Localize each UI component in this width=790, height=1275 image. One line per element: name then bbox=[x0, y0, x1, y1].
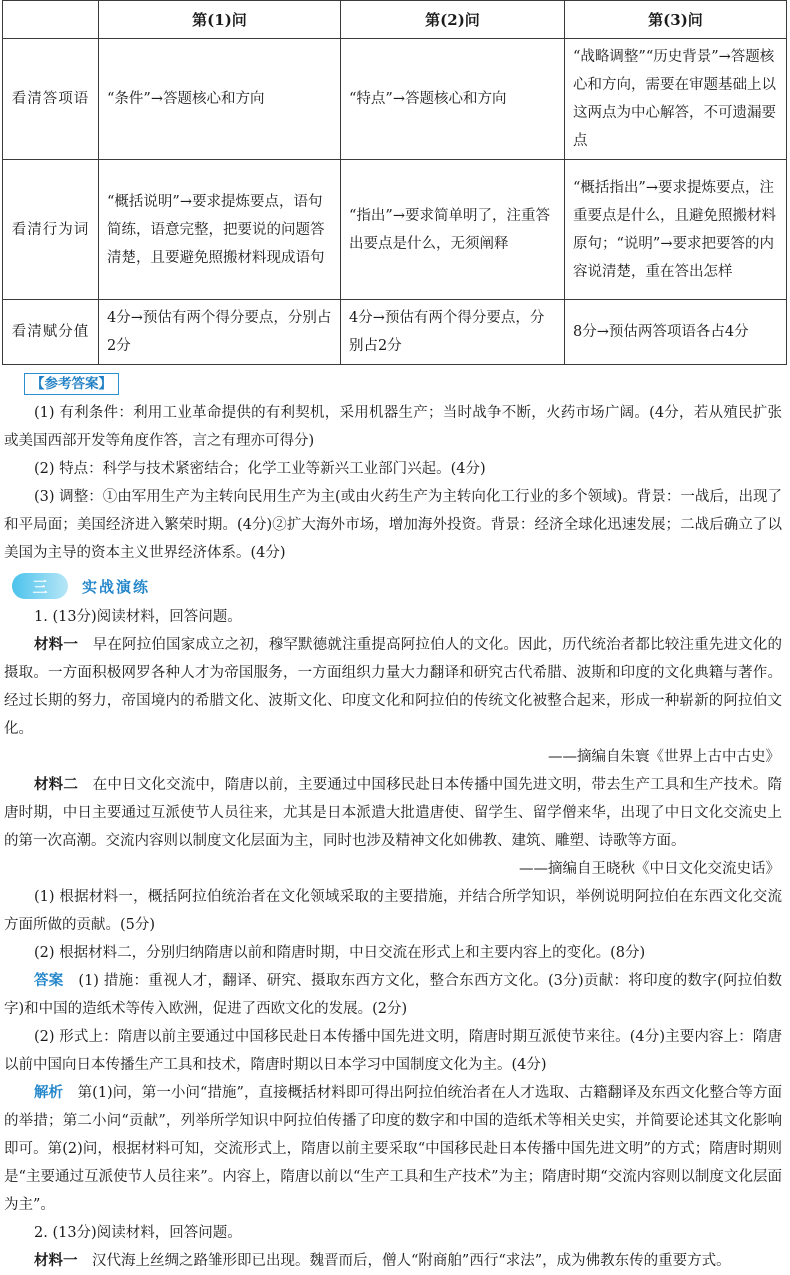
reference-answer-3: (3) 调整：①由军用生产为主转向民用生产为主(或由火药生产为主转向化工行业的多个领域)。背景：一战后，出现了和平局面；美国经济进入繁荣时期。(4分)②扩大海外市场，增加海外投资。背景：经济全球化迅速发展；二战后确立了以美国为主导的资本主义世界经济体系。(4分) bbox=[4, 489, 782, 561]
material-1-source: ——摘编自朱寰《世界上古中古史》 bbox=[548, 749, 780, 765]
row-label: 看清答项语 bbox=[3, 39, 99, 160]
material-label: 材料一 bbox=[34, 1253, 78, 1269]
row-label: 看清行为词 bbox=[3, 160, 99, 300]
table-header-q1: 第(1)问 bbox=[99, 1, 341, 39]
answer-text: (1) 措施：重视人才，翻译、研究、摄取东西方文化，整合东西方文化。(3分)贡献：将印度的数字(阿拉伯数字)和中国的造纸术等传入欧洲，促进了西欧文化的发展。(2分) bbox=[4, 973, 782, 1017]
reference-answer-2: (2) 特点：科学与技术紧密结合；化学工业等新兴工业部门兴起。(4分) bbox=[34, 461, 486, 477]
question-2-intro: 2. (13分)阅读材料，回答问题。 bbox=[34, 1225, 242, 1241]
table-cell: “概括说明”→要求提炼要点，语句简练，语意完整，把要说的问题答清楚，且要避免照搬材料现成语句 bbox=[99, 160, 341, 300]
section-title: 实战演练 bbox=[82, 577, 151, 596]
reference-answer-1: (1) 有利条件：利用工业革命提供的有利契机，采用机器生产；当时战争不断，火药市场广阔。(4分，若从殖民扩张或美国西部开发等角度作答，言之有理亦可得分) bbox=[4, 405, 782, 449]
question-1-part-2: (2) 根据材料二，分别归纳隋唐以前和隋唐时期，中日交流在形式上和主要内容上的变化。(8分) bbox=[34, 945, 646, 961]
table-header-corner bbox=[3, 1, 99, 39]
question-2-material-1 bbox=[2, 1247, 786, 1275]
material-1-paragraph bbox=[2, 631, 786, 743]
section-number-badge: 三 bbox=[12, 573, 68, 599]
explanation-paragraph bbox=[2, 1079, 786, 1219]
reference-answer-tag: 【参考答案】 bbox=[24, 373, 119, 395]
answer-method-table bbox=[2, 0, 787, 365]
row-label: 看清赋分值 bbox=[3, 300, 99, 365]
table-cell: “战略调整”“历史背景”→答题核心和方向，需要在审题基础上以这两点为中心解答，不可遗漏要点 bbox=[565, 39, 787, 160]
answer-paragraph-2: (2) 形式上：隋唐以前主要通过中国移民赴日本传播中国先进文明，隋唐时期互派使节来往。(4分)主要内容上：隋唐以前中国向日本传播生产工具和技术，隋唐时期以日本学习中国制度文化为主。(4分) bbox=[4, 1029, 782, 1073]
answer-label: 答案 bbox=[34, 973, 64, 989]
section-header bbox=[12, 569, 786, 603]
material-text: 在中日文化交流中，隋唐以前，主要通过中国移民赴日本传播中国先进文明，带去生产工具和生产技术。隋唐时期，中日主要通过互派使节人员往来，尤其是日本派遣大批遣唐使、留学生、留学僧来华，出现了中日文化交流史上的第一次高潮。交流内容则以制度文化层面为主，同时也涉及精神文化如佛教、建筑、雕塑、诗歌等方面。 bbox=[4, 777, 783, 849]
table-cell: “概括指出”→要求提炼要点，注重要点是什么，且避免照搬材料原句；“说明”→要求把要答的内容说清楚，重在答出怎样 bbox=[565, 160, 787, 300]
explanation-text: 第(1)问，第一小问“措施”，直接概括材料即可得出阿拉伯统治者在人才选取、古籍翻译及东西文化整合等方面的举措；第二小问“贡献”，列举所学知识中阿拉伯传播了印度的数字和中国的造纸术等相关史实，并简要论述其文化影响即可。第(2)问，根据材料可知，交流形式上，隋唐以前主要采取“中国移民赴日本传播中国先进文明”的方式；隋唐时期则是“主要通过互派使节人员往来”。内容上，隋唐以前以“生产工具和生产技术”为主；隋唐时期“交流内容则以制度文化层面为主”。 bbox=[4, 1085, 782, 1213]
table-cell: 8分→预估两答项语各占4分 bbox=[565, 300, 787, 365]
material-2-source: ——摘编自王晓秋《中日文化交流史话》 bbox=[519, 861, 780, 877]
table-cell: 4分→预估有两个得分要点，分别占2分 bbox=[99, 300, 341, 365]
table-header-q3: 第(3)问 bbox=[565, 1, 787, 39]
table-row bbox=[3, 39, 787, 160]
explanation-label: 解析 bbox=[34, 1085, 64, 1101]
question-1-part-1: (1) 根据材料一，概括阿拉伯统治者在文化领域采取的主要措施，并结合所学知识，举例说明阿拉伯在东西文化交流方面所做的贡献。(5分) bbox=[4, 889, 782, 933]
material-text: 早在阿拉伯国家成立之初，穆罕默德就注重提高阿拉伯人的文化。因此，历代统治者都比较注重先进文化的摄取。一方面积极网罗各种人才为帝国服务，一方面组织力量大力翻译和研究古代希腊、波斯和印度的文化典籍与著作。经过长期的努力，帝国境内的希腊文化、波斯文化、印度文化和阿拉伯的传统文化被整合起来，形成一种崭新的阿拉伯文化。 bbox=[4, 637, 783, 737]
table-row bbox=[3, 300, 787, 365]
material-label: 材料一 bbox=[34, 637, 79, 653]
table-cell: “指出”→要求简单明了，注重答出要点是什么，无须阐释 bbox=[341, 160, 565, 300]
answer-paragraph bbox=[2, 967, 786, 1023]
material-2-paragraph bbox=[2, 771, 786, 855]
table-header-row bbox=[3, 1, 787, 39]
table-row bbox=[3, 160, 787, 300]
material-text: 汉代海上丝绸之路雏形即已出现。魏晋而后，僧人“附商舶”西行“求法”，成为佛教东传的重要方式。 bbox=[77, 1253, 731, 1269]
table-cell: “特点”→答题核心和方向 bbox=[341, 39, 565, 160]
table-header-q2: 第(2)问 bbox=[341, 1, 565, 39]
table-cell: 4分→预估有两个得分要点，分别占2分 bbox=[341, 300, 565, 365]
question-1-intro: 1. (13分)阅读材料，回答问题。 bbox=[34, 609, 242, 625]
material-label: 材料二 bbox=[34, 777, 79, 793]
table-cell: “条件”→答题核心和方向 bbox=[99, 39, 341, 160]
